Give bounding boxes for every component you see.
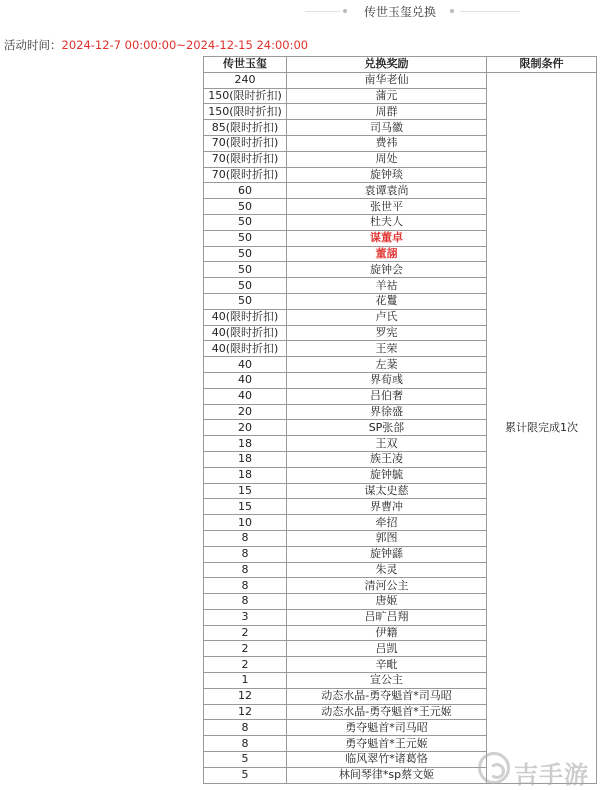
title-dot-left: [343, 9, 347, 13]
reward-cell: 伊籍: [287, 625, 487, 641]
activity-time: [4, 37, 308, 53]
cost-cell: 8: [204, 594, 287, 610]
reward-cell: 卢氏: [287, 309, 487, 325]
reward-cell: 吕伯奢: [287, 388, 487, 404]
cost-cell: 3: [204, 609, 287, 625]
reward-cell: SP张郃: [287, 420, 487, 436]
cost-cell: 8: [204, 530, 287, 546]
cost-cell: 40(限时折扣): [204, 325, 287, 341]
cost-cell: 50: [204, 230, 287, 246]
cost-cell: 15: [204, 483, 287, 499]
cost-cell: 40(限时折扣): [204, 309, 287, 325]
reward-cell: 旋钟毓: [287, 467, 487, 483]
reward-cell: 旋钟繇: [287, 546, 487, 562]
reward-cell: 费祎: [287, 135, 487, 151]
cost-cell: 50: [204, 214, 287, 230]
table-body: [204, 72, 597, 783]
cost-cell: 12: [204, 704, 287, 720]
reward-cell: 吕旷吕翔: [287, 609, 487, 625]
cost-cell: 5: [204, 767, 287, 783]
title-bar: [0, 0, 600, 24]
cost-cell: 70(限时折扣): [204, 151, 287, 167]
exchange-table: [203, 56, 597, 784]
cost-cell: 15: [204, 499, 287, 515]
title-divider-right: [460, 11, 520, 12]
reward-cell: 辛毗: [287, 657, 487, 673]
title-divider-left: [305, 11, 340, 12]
cost-cell: 150(限时折扣): [204, 104, 287, 120]
watermark: [478, 752, 598, 788]
reward-cell: 宣公主: [287, 673, 487, 689]
reward-cell: 族王凌: [287, 451, 487, 467]
reward-cell: 清河公主: [287, 578, 487, 594]
reward-cell: 羊祜: [287, 278, 487, 294]
cost-cell: 50: [204, 278, 287, 294]
column-header-condition: 限制条件: [487, 57, 597, 73]
cost-cell: 8: [204, 736, 287, 752]
table-header-row: [204, 57, 597, 73]
cost-cell: 50: [204, 199, 287, 215]
reward-cell: 谋董卓: [287, 230, 487, 246]
reward-cell: 王双: [287, 436, 487, 452]
reward-cell: 临风翠竹*诸葛恪: [287, 752, 487, 768]
cost-cell: 40: [204, 372, 287, 388]
cost-cell: 5: [204, 752, 287, 768]
reward-cell: 动态水晶-勇夺魁首*王元姬: [287, 704, 487, 720]
cost-cell: 40: [204, 388, 287, 404]
cost-cell: 50: [204, 246, 287, 262]
reward-cell: 王荣: [287, 341, 487, 357]
cost-cell: 50: [204, 293, 287, 309]
reward-cell: 界荀彧: [287, 372, 487, 388]
cost-cell: 40(限时折扣): [204, 341, 287, 357]
reward-cell: 董翓: [287, 246, 487, 262]
page-title: 传世玉玺兑换: [363, 5, 436, 19]
watermark-text: 吉手游: [514, 761, 589, 789]
reward-cell: 旋钟会: [287, 262, 487, 278]
cost-cell: 20: [204, 420, 287, 436]
reward-cell: 勇夺魁首*王元姬: [287, 736, 487, 752]
cost-cell: 8: [204, 578, 287, 594]
reward-cell: 郭图: [287, 530, 487, 546]
column-header-cost: 传世玉玺: [204, 57, 287, 73]
cost-cell: 85(限时折扣): [204, 120, 287, 136]
reward-cell: 杜夫人: [287, 214, 487, 230]
reward-cell: 左棻: [287, 357, 487, 373]
reward-cell: 牵招: [287, 515, 487, 531]
reward-cell: 蒲元: [287, 88, 487, 104]
reward-cell: 勇夺魁首*司马昭: [287, 720, 487, 736]
cost-cell: 8: [204, 546, 287, 562]
reward-cell: 罗宪: [287, 325, 487, 341]
cost-cell: 2: [204, 641, 287, 657]
watermark-logo-icon: [478, 752, 510, 784]
cost-cell: 50: [204, 262, 287, 278]
reward-cell: 动态水晶-勇夺魁首*司马昭: [287, 688, 487, 704]
reward-cell: 周群: [287, 104, 487, 120]
reward-cell: 林间琴律*sp蔡文姬: [287, 767, 487, 783]
cost-cell: 40: [204, 357, 287, 373]
cost-cell: 18: [204, 436, 287, 452]
reward-cell: 旋钟琰: [287, 167, 487, 183]
cost-cell: 18: [204, 467, 287, 483]
condition-cell: 累计限完成1次: [487, 72, 597, 783]
cost-cell: 10: [204, 515, 287, 531]
column-header-reward: 兑换奖励: [287, 57, 487, 73]
cost-cell: 70(限时折扣): [204, 167, 287, 183]
reward-cell: 界曹冲: [287, 499, 487, 515]
cost-cell: 150(限时折扣): [204, 88, 287, 104]
reward-cell: 朱灵: [287, 562, 487, 578]
reward-cell: 司马徽: [287, 120, 487, 136]
activity-time-value: 2024-12-7 00:00:00~2024-12-15 24:00:00: [61, 38, 309, 52]
cost-cell: 20: [204, 404, 287, 420]
cost-cell: 8: [204, 562, 287, 578]
reward-cell: 唐姬: [287, 594, 487, 610]
title-dot-right: [450, 9, 454, 13]
reward-cell: 花鬘: [287, 293, 487, 309]
cost-cell: 60: [204, 183, 287, 199]
cost-cell: 8: [204, 720, 287, 736]
table-row: [204, 72, 597, 88]
cost-cell: 70(限时折扣): [204, 135, 287, 151]
cost-cell: 1: [204, 673, 287, 689]
cost-cell: 12: [204, 688, 287, 704]
reward-cell: 南华老仙: [287, 72, 487, 88]
cost-cell: 18: [204, 451, 287, 467]
reward-cell: 袁谭袁尚: [287, 183, 487, 199]
activity-time-label: 活动时间：: [4, 38, 62, 52]
cost-cell: 2: [204, 625, 287, 641]
reward-cell: 界徐盛: [287, 404, 487, 420]
reward-cell: 周处: [287, 151, 487, 167]
cost-cell: 2: [204, 657, 287, 673]
reward-cell: 张世平: [287, 199, 487, 215]
reward-cell: 吕凯: [287, 641, 487, 657]
cost-cell: 240: [204, 72, 287, 88]
reward-cell: 谋太史慈: [287, 483, 487, 499]
